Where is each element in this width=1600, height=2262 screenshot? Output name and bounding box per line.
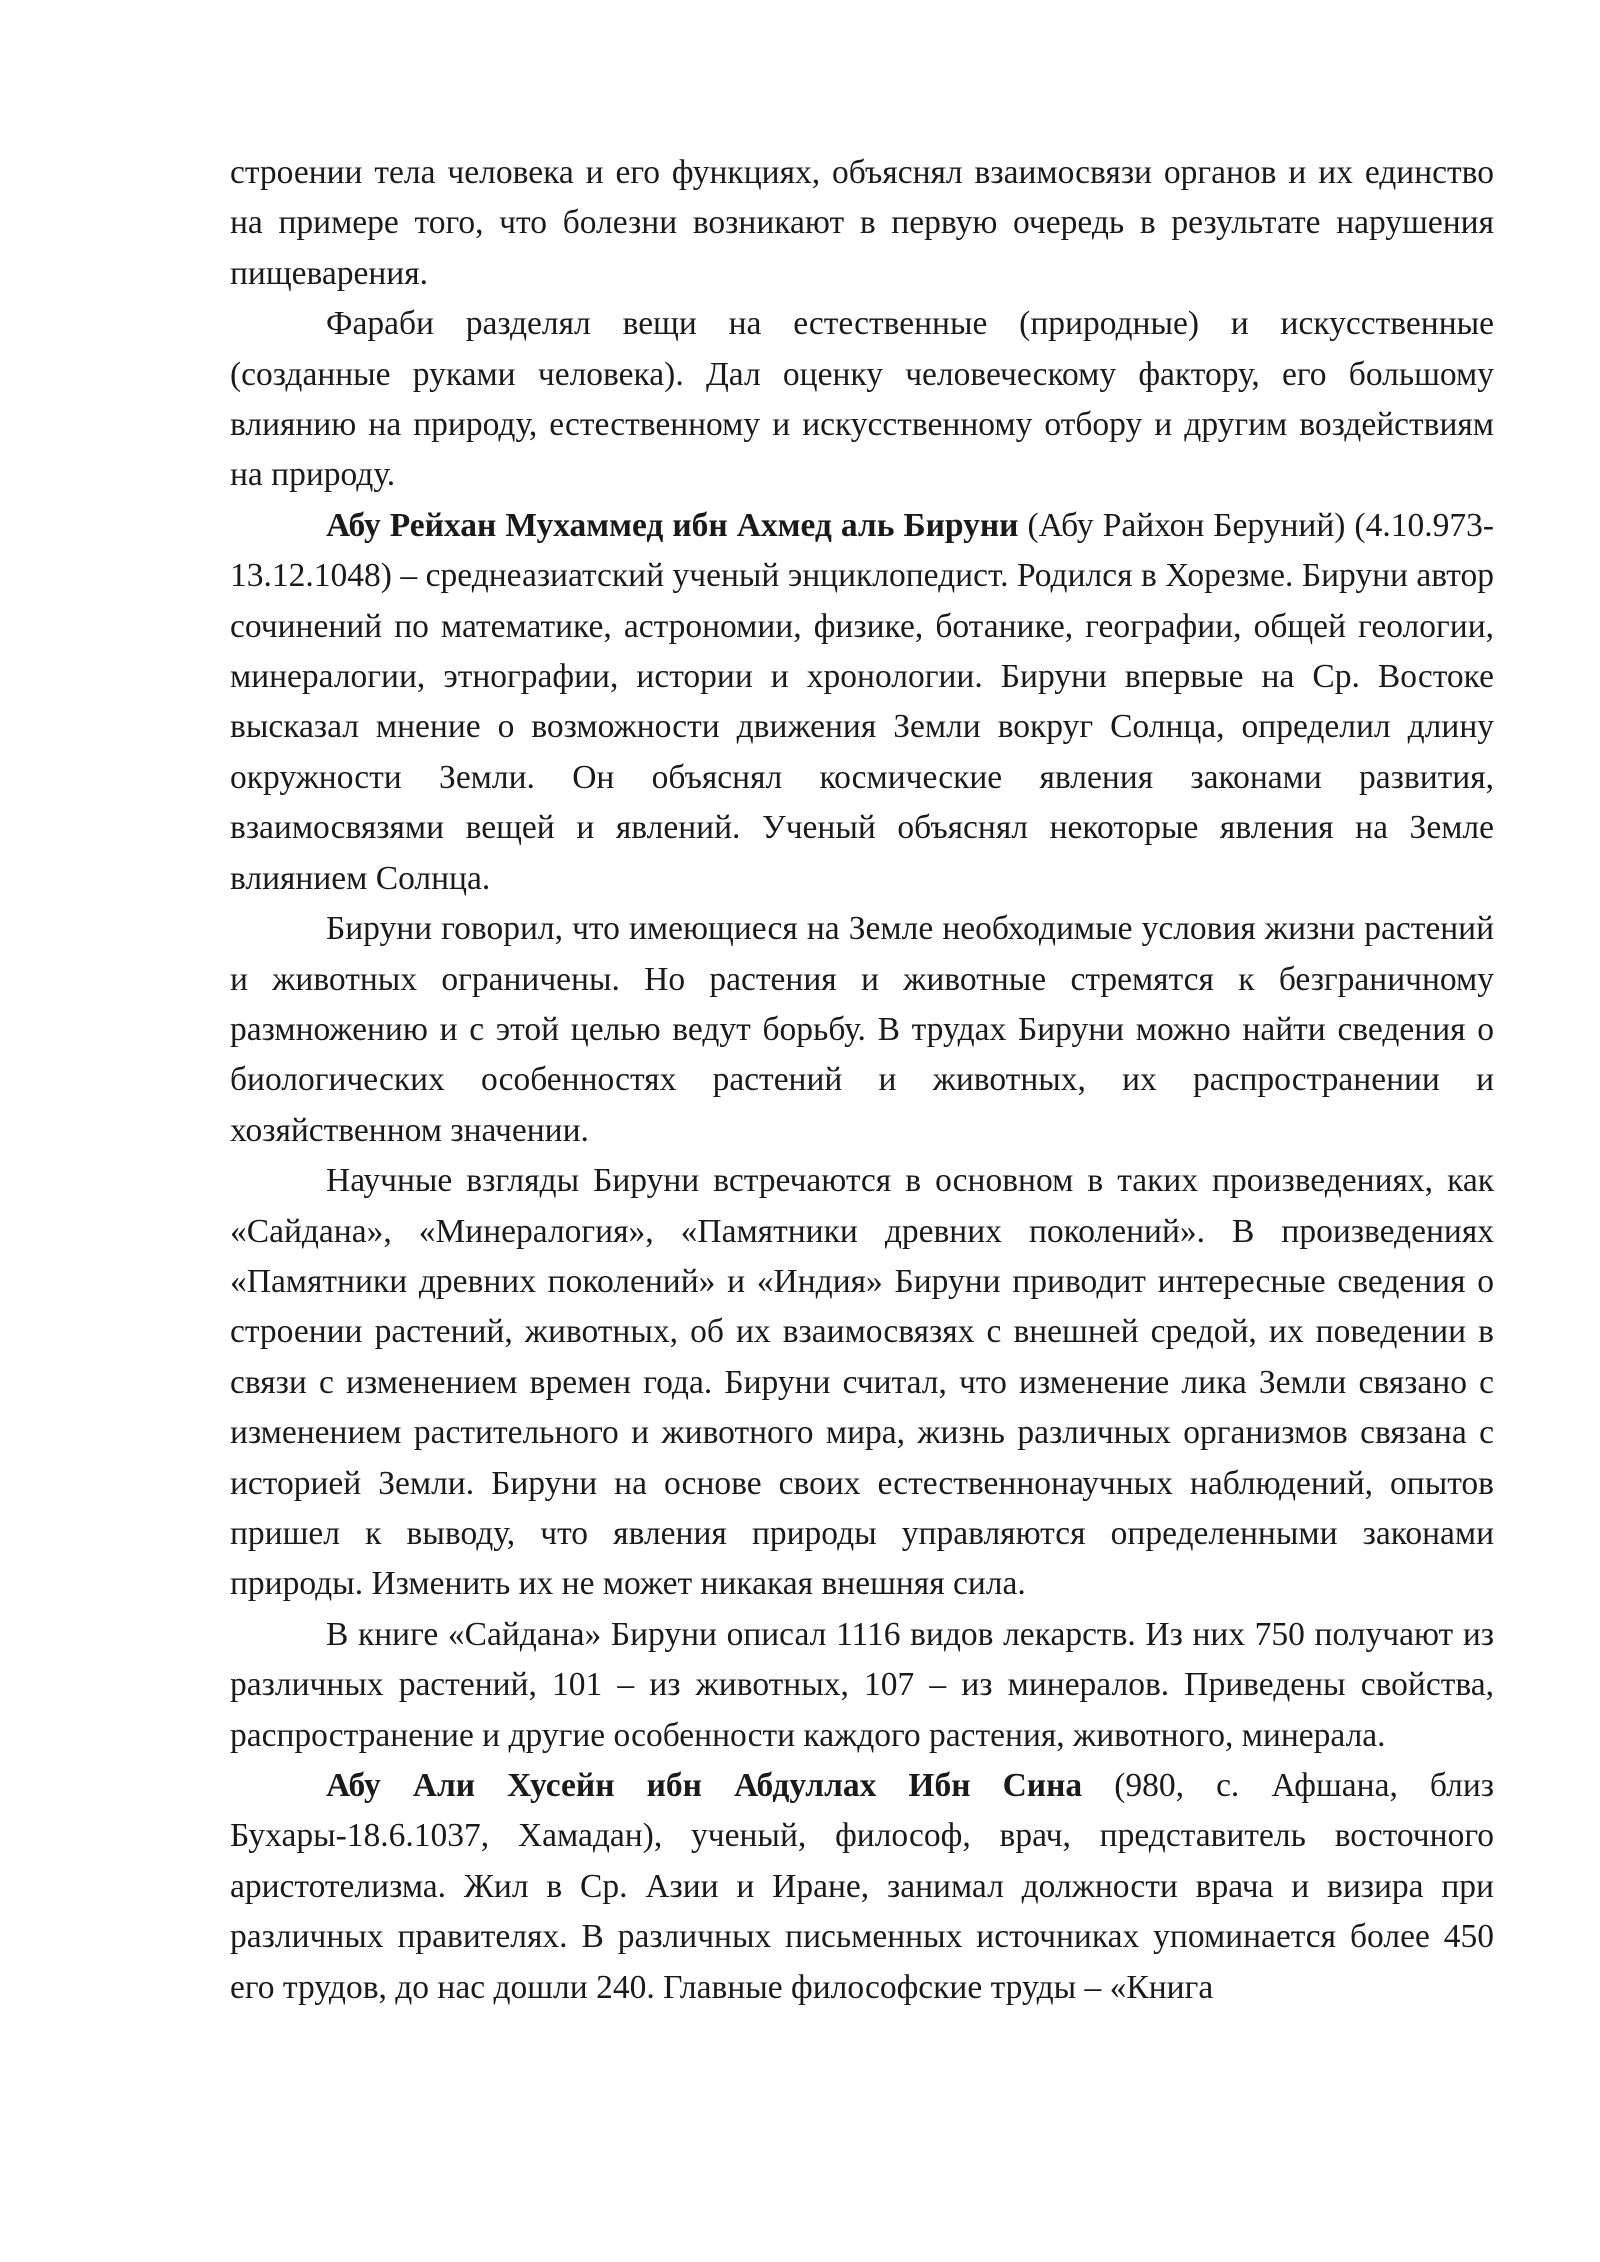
document-page: [230, 148, 1494, 2013]
paragraph-1-text: строении тела человека и его функциях, объяснял взаимосвязи органов и их единство на примере того, что болезни возникают в первую очередь в результате нарушения пищеварения.: [230, 154, 1494, 292]
paragraph-7-name-ibn-sina: Абу Али Хусейн ибн Абдуллах Ибн Сина: [326, 1767, 1083, 1804]
paragraph-7: [230, 1761, 1494, 2013]
paragraph-1: [230, 148, 1494, 299]
paragraph-7-text: (980, с. Афшана, близ Бухары-18.6.1037, Хамадан), ученый, философ, врач, представитель восточного аристотелизма. Жил в Ср. Азии и Иране, занимал должности врача и визира при различных правителях. В различных письменных источниках упоминается более 450 его трудов, до нас дошли 240. Главные философские труды – «Книга: [230, 1767, 1494, 2006]
paragraph-2: [230, 299, 1494, 501]
paragraph-3-name-biruni: Абу Рейхан Мухаммед ибн Ахмед аль Бируни: [326, 506, 1019, 544]
paragraph-2-text: Фараби разделял вещи на естественные (природные) и искусственные (созданные руками человека). Дал оценку человеческому фактору, его большому влиянию на природу, естественному и искусственному отбору и другим воздействиям на природу.: [230, 305, 1494, 494]
paragraph-4-text: Бируни говорил, что имеющиеся на Земле необходимые условия жизни растений и животных ограничены. Но растения и животные стремятся к безграничному размножению и с этой целью ведут борьбу. В трудах Бируни можно найти сведения о биологических особенностях растений и животных, их распространении и хозяйственном значении.: [230, 910, 1494, 1149]
paragraph-4: [230, 904, 1494, 1156]
paragraph-3: [230, 501, 1494, 904]
paragraph-6: [230, 1610, 1494, 1761]
paragraph-6-text: В книге «Сайдана» Бируни описал 1116 видов лекарств. Из них 750 получают из различных растений, 101 – из животных, 107 – из минералов. Приведены свойства, распространение и другие особенности каждого растения, животного, минерала.: [230, 1615, 1494, 1754]
paragraph-3-text: (Абу Райхон Беруний) (4.10.973-13.12.1048) – среднеазиатский ученый энциклопедист. Родился в Хорезме. Бируни автор сочинений по математике, астрономии, физике, ботанике, географии, общей геологии, минералогии, этнографии, истории и хронологии. Бируни впервые на Ср. Востоке высказал мнение о возможности движения Земли вокруг Солнца, определил длину окружности Земли. Он объяснял космические явления законами развития, взаимосвязями вещей и явлений. Ученый объяснял некоторые явления на Земле влиянием Солнца.: [230, 506, 1494, 897]
paragraph-5: [230, 1156, 1494, 1610]
paragraph-5-text: Научные взгляды Бируни встречаются в основном в таких произведениях, как «Сайдана», «Минералогия», «Памятники древних поколений». В произведениях «Памятники древних поколений» и «Индия» Бируни приводит интересные сведения о строении растений, животных, об их взаимосвязях с внешней средой, их поведении в связи с изменением времен года. Бируни считал, что изменение лика Земли связано с изменением растительного и животного мира, жизнь различных организмов связана с историей Земли. Бируни на основе своих естественнонаучных наблюдений, опытов пришел к выводу, что явления природы управляются определенными законами природы. Изменить их не может никакая внешняя сила.: [230, 1162, 1494, 1603]
